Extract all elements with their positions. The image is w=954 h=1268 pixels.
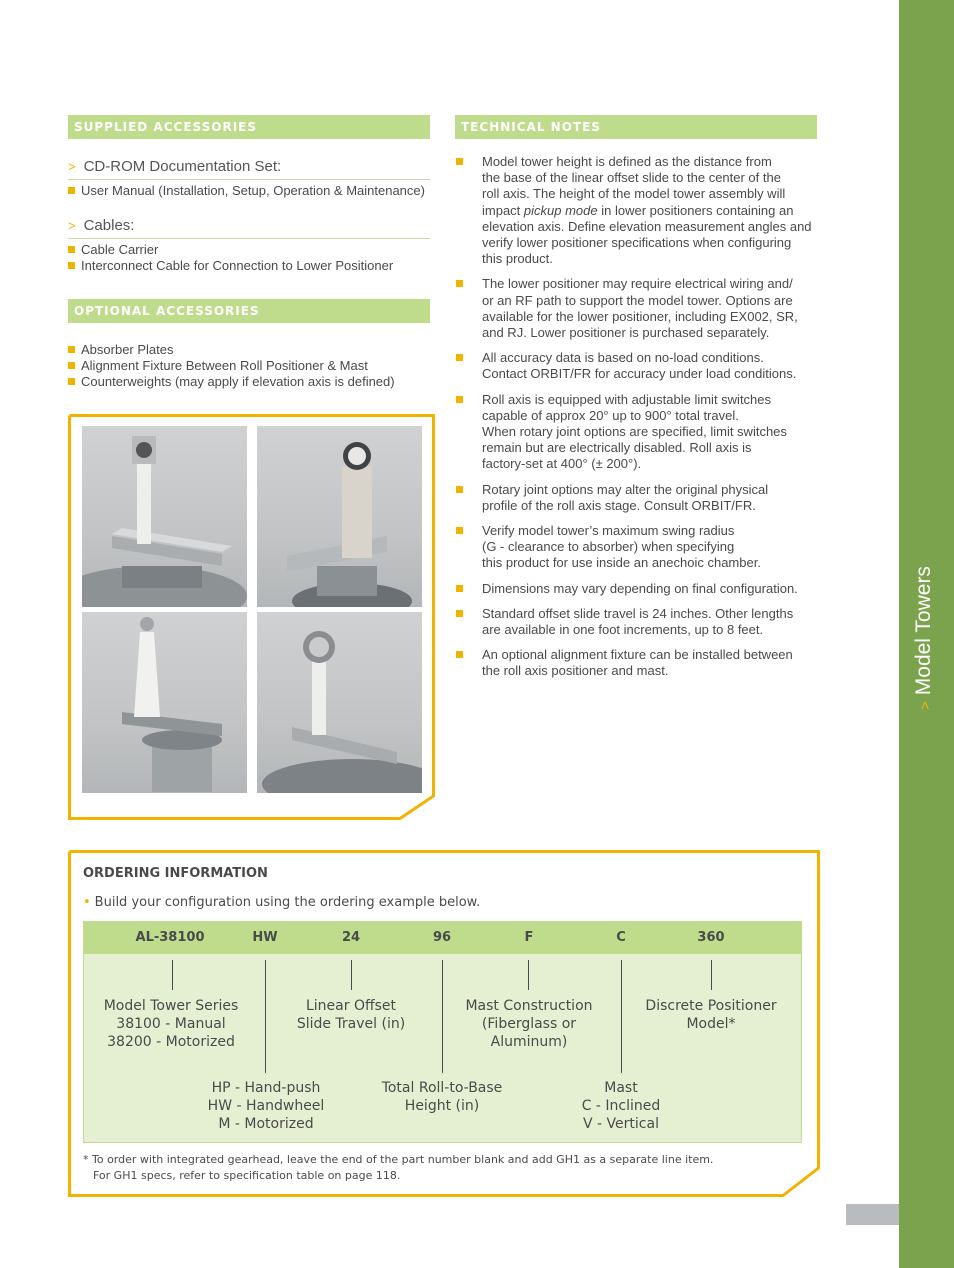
code-height: 96 [432,930,452,945]
product-photo-3 [82,612,247,793]
bullet-icon: • [83,895,91,910]
list-item: User Manual (Installation, Setup, Operation & Maintenance) [68,183,425,199]
product-photo-1 [82,426,247,607]
leader-line [172,960,173,990]
optional-accessories-header: OPTIONAL ACCESSORIES [68,299,430,323]
note-item: Roll axis is equipped with adjustable limit switches capable of approx 20° up to 900° total travel. When rotary joint options are specified, limit switches remain but are electrically disabled. Roll axis is factory-set at 400° (± 200°). [455,392,820,473]
list-item: Cable Carrier [68,242,393,258]
note-item: Verify model tower’s maximum swing radius (G - clearance to absorber) when specifying this product for use inside an anechoic chamber. [455,523,820,572]
desc-roll-to-base-height: Total Roll-to-Base Height (in) [381,1080,503,1114]
code-slide-travel: 24 [341,930,361,945]
note-item: The lower positioner may require electrical wiring and/ or an RF path to support the model tower. Options are available for the lower positioner, including EX002, SR, and RJ. Lower positioner is purchased separately. [455,276,820,341]
desc-model-tower-series: Model Tower Series 38100 - Manual 38200 - Motorized [103,998,239,1050]
chevron-right-icon: > [917,701,934,710]
note-item: Dimensions may vary depending on final configuration. [455,581,820,597]
code-drive: HW [252,930,278,945]
note-item: Standard offset slide travel is 24 inches. Other lengths are available in one foot increments, up to 8 feet. [455,606,820,638]
bullet-square-icon [456,158,463,165]
desc-linear-offset: Linear Offset Slide Travel (in) [296,998,406,1032]
cdrom-title: CD-ROM Documentation Set: [83,158,282,175]
desc-discrete-positioner: Discrete Positioner Model* [645,998,777,1032]
bullet-square-icon [68,362,75,369]
technical-notes-header: TECHNICAL NOTES [455,115,817,139]
list-item: Alignment Fixture Between Roll Positioner & Mast [68,358,395,374]
sidebar-title [912,566,936,710]
code-mast: C [616,930,626,945]
technical-notes-list [455,154,820,689]
leader-line [528,960,529,990]
list-item: Counterweights (may apply if elevation axis is defined) [68,374,395,390]
chevron-right-icon: > [68,159,76,174]
bullet-square-icon [68,262,75,269]
ordering-footnote: * To order with integrated gearhead, leave the end of the part number blank and add GH1 as a separate line item. For GH1 specs, refer to specification table on page 118. [83,1153,714,1182]
bullet-square-icon [68,246,75,253]
bullet-square-icon [456,585,463,592]
list-item: Interconnect Cable for Connection to Lower Positioner [68,258,393,274]
bullet-square-icon [456,354,463,361]
product-photo-4 [257,612,422,793]
code-construction: F [524,930,534,945]
note-item: Rotary joint options may alter the original physical profile of the roll axis stage. Consult ORBIT/FR. [455,482,820,514]
desc-mast-type: Mast C - Inclined V - Vertical [581,1080,661,1132]
bullet-square-icon [68,187,75,194]
page-number-tab [846,1204,899,1225]
cdrom-list [68,183,425,199]
leader-line [265,960,266,1073]
bullet-square-icon [68,378,75,385]
bullet-square-icon [456,396,463,403]
ordering-title: ORDERING INFORMATION [83,866,268,881]
leader-line [621,960,622,1073]
note-item: All accuracy data is based on no-load conditions. Contact ORBIT/FR for accuracy under load conditions. [455,350,820,382]
cables-title: Cables: [83,217,135,234]
desc-drive-type: HP - Hand-push HW - Handwheel M - Motorized [207,1080,325,1132]
cdrom-subhead [68,158,430,180]
bullet-square-icon [456,651,463,658]
note-item: An optional alignment fixture can be installed between the roll axis positioner and mast. [455,647,820,679]
code-series: AL-38100 [135,930,205,945]
leader-line [351,960,352,990]
bullet-square-icon [456,280,463,287]
product-photo-2 [257,426,422,607]
optional-list [68,342,395,390]
note-item: Model tower height is defined as the distance from the base of the linear offset slide to the center of the roll axis. The height of the model tower assembly will impact pickup mode in lower positioners containing an elevation axis. Define elevation measurement angles and verify lower positioner specifications when configuring this product. [455,154,820,267]
bullet-square-icon [456,610,463,617]
desc-mast-construction: Mast Construction (Fiberglass or Aluminum) [465,998,593,1050]
cables-subhead [68,217,430,239]
sidebar-title-text: Model Towers [912,566,935,696]
supplied-accessories-header: SUPPLIED ACCESSORIES [68,115,430,139]
chevron-right-icon: > [68,218,76,233]
ordering-subtitle: • Build your configuration using the ordering example below. [83,895,481,910]
product-photos-panel [68,414,435,820]
bullet-square-icon [456,527,463,534]
leader-line [711,960,712,990]
cables-list [68,242,393,274]
leader-line [442,960,443,1073]
list-item: Absorber Plates [68,342,395,358]
bullet-square-icon [68,346,75,353]
bullet-square-icon [456,486,463,493]
code-positioner: 360 [697,930,725,945]
